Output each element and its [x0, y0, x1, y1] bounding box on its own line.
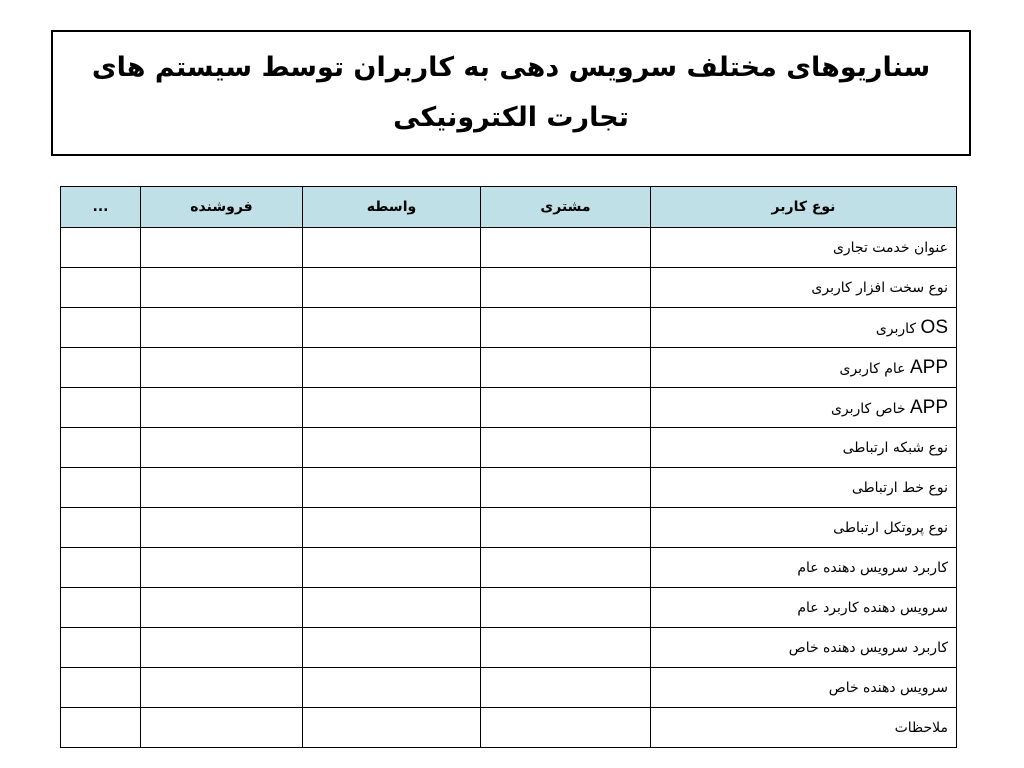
table-row — [61, 468, 957, 508]
row-label: APP عام کاربری — [651, 348, 957, 388]
table-cell — [481, 348, 651, 388]
header-more: ... — [61, 187, 141, 228]
slide-title-line-2: تجارت الکترونیکی — [393, 102, 629, 133]
header-user-type: نوع کاربر — [651, 187, 957, 228]
table-cell — [481, 308, 651, 348]
table-row — [61, 348, 957, 388]
table-row — [61, 508, 957, 548]
table-cell — [303, 588, 481, 628]
table-cell — [303, 308, 481, 348]
latin-term: OS — [920, 316, 948, 338]
slide-title-box — [51, 30, 971, 156]
table-cell — [303, 508, 481, 548]
table-row — [61, 588, 957, 628]
table-cell — [303, 388, 481, 428]
row-label: ملاحظات — [651, 708, 957, 748]
table-cell — [141, 348, 303, 388]
table-cell — [303, 468, 481, 508]
table-cell — [141, 468, 303, 508]
table-cell — [61, 588, 141, 628]
table-cell — [303, 628, 481, 668]
table-cell — [481, 548, 651, 588]
table-cell — [481, 428, 651, 468]
table-row — [61, 668, 957, 708]
row-label: نوع پروتکل ارتباطی — [651, 508, 957, 548]
table-cell — [141, 548, 303, 588]
header-broker: واسطه — [303, 187, 481, 228]
table-cell — [481, 388, 651, 428]
table-cell — [61, 708, 141, 748]
table-cell — [141, 428, 303, 468]
row-label: کاربرد سرویس دهنده عام — [651, 548, 957, 588]
row-label: سرویس دهنده خاص — [651, 668, 957, 708]
table-cell — [303, 348, 481, 388]
table-row — [61, 548, 957, 588]
header-seller: فروشنده — [141, 187, 303, 228]
service-scenarios-table — [60, 186, 957, 748]
table-row — [61, 268, 957, 308]
table-cell — [481, 588, 651, 628]
row-label: عنوان خدمت تجاری — [651, 228, 957, 268]
row-label: APP خاص کاربری — [651, 388, 957, 428]
latin-term: APP — [909, 396, 948, 418]
table-cell — [141, 268, 303, 308]
table-cell — [141, 388, 303, 428]
table-cell — [481, 228, 651, 268]
table-cell — [141, 228, 303, 268]
table-cell — [303, 708, 481, 748]
table-cell — [481, 668, 651, 708]
row-label: کاربرد سرویس دهنده خاص — [651, 628, 957, 668]
table-cell — [61, 548, 141, 588]
row-label: OS کاربری — [651, 308, 957, 348]
table-cell — [481, 508, 651, 548]
table-cell — [481, 268, 651, 308]
latin-term: APP — [909, 356, 948, 378]
table-row — [61, 228, 957, 268]
slide-title-line-1: سناریوهای مختلف سرویس دهی به کاربران توسط سیستم های — [91, 52, 931, 83]
table-cell — [61, 508, 141, 548]
table-cell — [481, 468, 651, 508]
table-cell — [61, 228, 141, 268]
table-row — [61, 708, 957, 748]
table-cell — [303, 228, 481, 268]
table-cell — [61, 308, 141, 348]
table-cell — [303, 548, 481, 588]
table-cell — [141, 708, 303, 748]
table-cell — [61, 628, 141, 668]
table-header-row — [61, 187, 957, 228]
table-cell — [141, 628, 303, 668]
table-row — [61, 388, 957, 428]
table-row — [61, 308, 957, 348]
table-cell — [61, 468, 141, 508]
table-cell — [141, 588, 303, 628]
table-cell — [303, 268, 481, 308]
table-row — [61, 628, 957, 668]
header-customer: مشتری — [481, 187, 651, 228]
table-cell — [61, 348, 141, 388]
row-label: نوع شبکه ارتباطی — [651, 428, 957, 468]
table-cell — [481, 708, 651, 748]
row-label: سرویس دهنده کاربرد عام — [651, 588, 957, 628]
table-cell — [61, 428, 141, 468]
table-cell — [303, 668, 481, 708]
table-cell — [61, 268, 141, 308]
table-cell — [61, 668, 141, 708]
row-label: نوع سخت افزار کاربری — [651, 268, 957, 308]
table-cell — [61, 388, 141, 428]
row-label: نوع خط ارتباطی — [651, 468, 957, 508]
table-cell — [303, 428, 481, 468]
table-row — [61, 428, 957, 468]
table-cell — [141, 508, 303, 548]
table-cell — [481, 628, 651, 668]
table-cell — [141, 308, 303, 348]
table-cell — [141, 668, 303, 708]
